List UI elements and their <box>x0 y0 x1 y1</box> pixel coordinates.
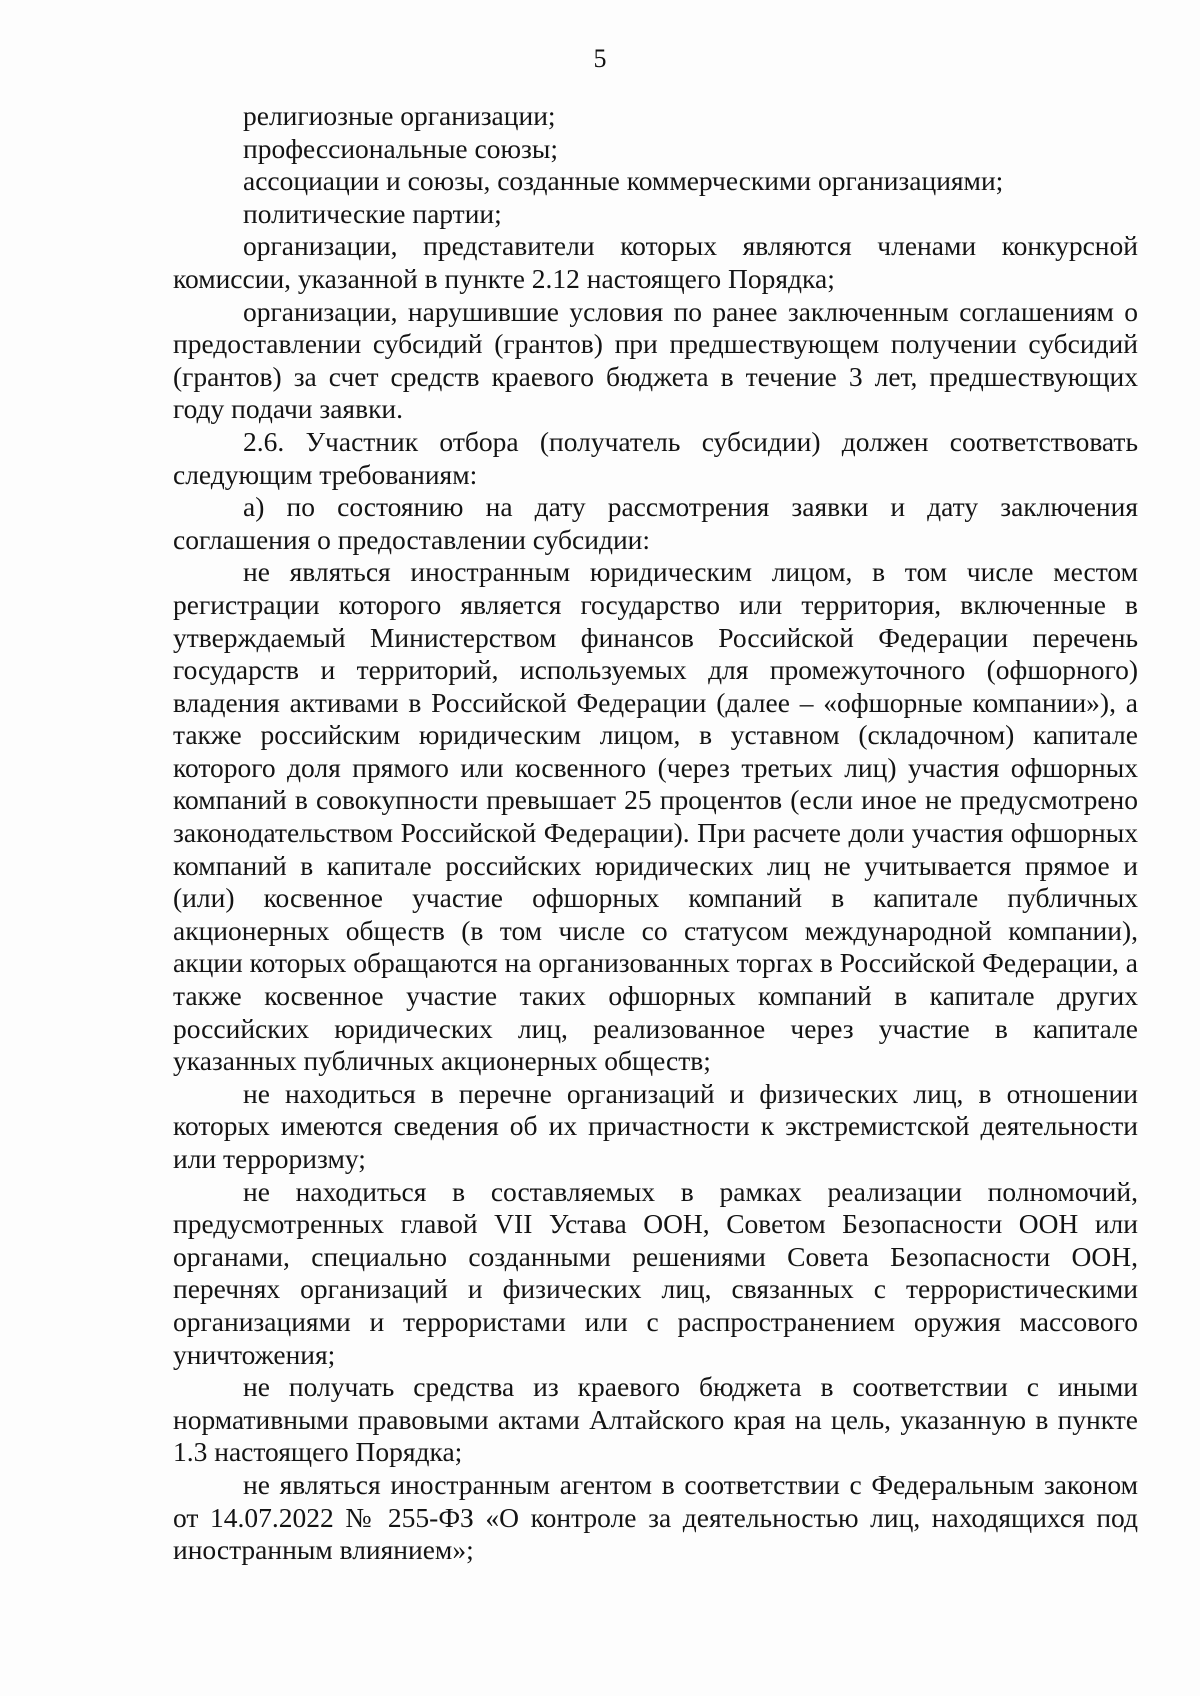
paragraph-offshore: не являться иностранным юридическим лицом, в том числе местом регистрации которого является государство или территория, включенные в утверждаемый Министерством финансов Российской Федерации перечень государств и территорий, используемых для промежуточного (офшорного) владения активами в Российской Федерации (далее – «офшорные компании»), а также российским юридическим лицом, в уставном (складочном) капитале которого доля прямого или косвенного (через третьих лиц) участия офшорных компаний в совокупности превышает 25 процентов (если иное не предусмотрено законодательством Российской Федерации). При расчете доли участия офшорных компаний в капитале российских юридических лиц не учитывается прямое и (или) косвенное участие офшорных компаний в капитале публичных акционерных обществ (в том числе со статусом международной компании), акции которых обращаются на организованных торгах в Российской Федерации, а также косвенное участие таких офшорных компаний в капитале других российских юридических лиц, реализованное через участие в капитале указанных публичных акционерных обществ; <box>173 556 1138 1077</box>
paragraph-section-2-6: 2.6. Участник отбора (получатель субсидии) должен соответствовать следующим требованиям: <box>173 425 1138 490</box>
paragraph-un-lists: не находиться в составляемых в рамках реализации полномочий, предусмотренных главой VII Устава ООН, Советом Безопасности ООН или органами, специально созданными решениями Совета Безопасности ООН, перечнях организаций и физических лиц, связанных с террористическими организациями и террористами или с распространением оружия массового уничтожения; <box>173 1175 1138 1370</box>
paragraph-associations: ассоциации и союзы, созданные коммерческими организациями; <box>243 165 1004 197</box>
paragraph-foreign-agent: не являться иностранным агентом в соответствии с Федеральным законом от 14.07.2022 № 255-ФЗ «О контроле за деятельностью лиц, находящихся под иностранным влиянием»; <box>173 1468 1138 1566</box>
paragraph-item-a: а) по состоянию на дату рассмотрения заявки и дату заключения соглашения о предоставлении субсидии: <box>173 491 1138 555</box>
page-number: 5 <box>593 44 607 73</box>
paragraph-budget-funds: не получать средства из краевого бюджета в соответствии с иными нормативными правовыми актами Алтайского края на цель, указанную в пункте 1.3 настоящего Порядка; <box>173 1371 1138 1468</box>
document-body <box>173 100 1138 1567</box>
paragraph-extremism-list: не находиться в перечне организаций и физических лиц, в отношении которых имеются сведения об их причастности к экстремистской деятельности или терроризму; <box>173 1077 1138 1174</box>
paragraph-political-parties: политические партии; <box>243 197 502 229</box>
paragraph-commission-members: организации, представители которых являются членами конкурсной комиссии, указанной в пункте 2.12 настоящего Порядка; <box>173 230 1138 294</box>
paragraph-trade-unions: профессиональные союзы; <box>243 132 558 164</box>
paragraph-religious-orgs: религиозные организации; <box>243 100 556 131</box>
paragraph-violating-orgs: организации, нарушившие условия по ранее заключенным соглашениям о предоставлении субсидий (грантов) при предшествующем получении субсидий (грантов) за счет средств краевого бюджета в течение 3 лет, предшествующих году подачи заявки. <box>173 295 1138 425</box>
